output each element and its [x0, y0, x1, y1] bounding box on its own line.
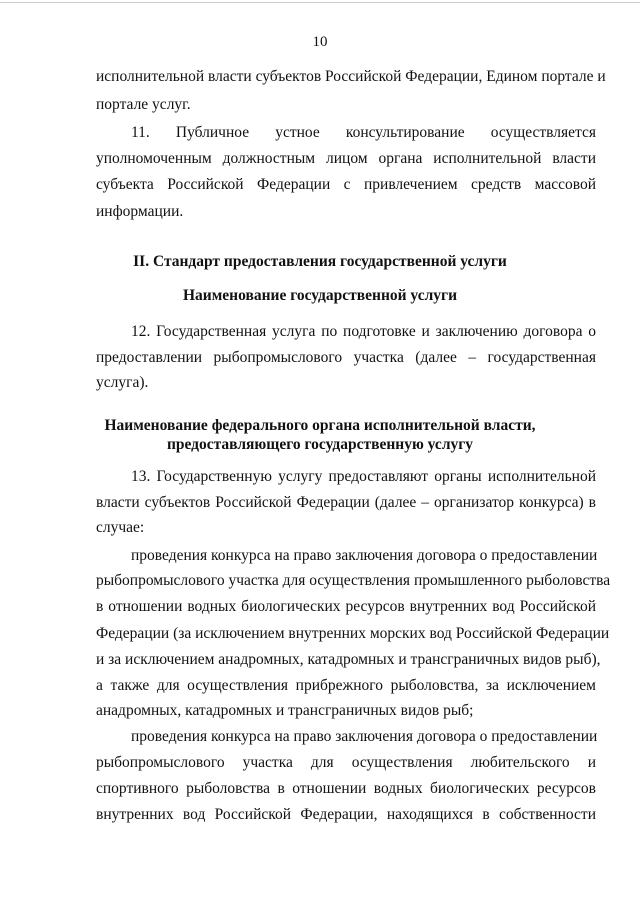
text-line: и за исключением анадромных, катадромных и трансграничных видов рыб), — [96, 651, 601, 668]
text-line: в отношении водных биологических ресурсов внутренних вод Российской — [96, 598, 596, 615]
text-line: проведения конкурса на право заключения договора о предоставлении — [131, 547, 598, 564]
text-line: случае: — [96, 519, 145, 536]
text-line: Федерации (за исключением внутренних морских вод Российской Федерации — [96, 625, 610, 642]
text-line: а также для осуществления прибрежного рыболовства, за исключением — [96, 677, 596, 694]
text-line: уполномоченным должностным лицом органа исполнительной власти — [96, 150, 596, 167]
text-line: субъекта Российской Федерации с привлечением средств массовой — [96, 176, 596, 193]
subsection-heading: Наименование государственной услуги — [183, 287, 457, 304]
page-number: 10 — [312, 34, 328, 50]
text-line: спортивного рыболовства в отношении водных биологических ресурсов — [96, 780, 596, 797]
text-line: услуга). — [96, 374, 149, 391]
section-heading: II. Стандарт предоставления государственной услуги — [133, 253, 507, 270]
text-line: рыбопромыслового участка для осуществления любительского и — [96, 754, 596, 771]
text-line: 13. Государственную услугу предоставляют органы исполнительной — [131, 468, 596, 485]
text-line: информации. — [96, 203, 184, 220]
text-line: 12. Государственная услуга по подготовке и заключению договора о — [131, 323, 596, 340]
text-line: исполнительной власти субъектов Российской Федерации, Едином портале и — [96, 68, 606, 85]
text-line: портале услуг. — [96, 96, 191, 113]
text-line: рыбопромыслового участка для осуществления промышленного рыболовства — [96, 572, 611, 589]
subsection-heading: Наименование федерального органа исполнительной власти, — [104, 417, 536, 434]
text-line: власти субъектов Российской Федерации (далее – организатор конкурса) в — [96, 494, 596, 511]
text-line: предоставлении рыбопромыслового участка (далее – государственная — [96, 349, 596, 366]
page-top-edge — [0, 2, 640, 3]
subsection-heading-cont: предоставляющего государственную услугу — [166, 436, 474, 453]
text-line: проведения конкурса на право заключения договора о предоставлении — [131, 728, 598, 745]
text-line: анадромных, катадромных и трансграничных видов рыб; — [96, 702, 474, 719]
text-line: 11. Публичное устное консультирование осуществляется — [131, 124, 596, 141]
text-line: внутренних вод Российской Федерации, находящихся в собственности — [96, 806, 596, 823]
